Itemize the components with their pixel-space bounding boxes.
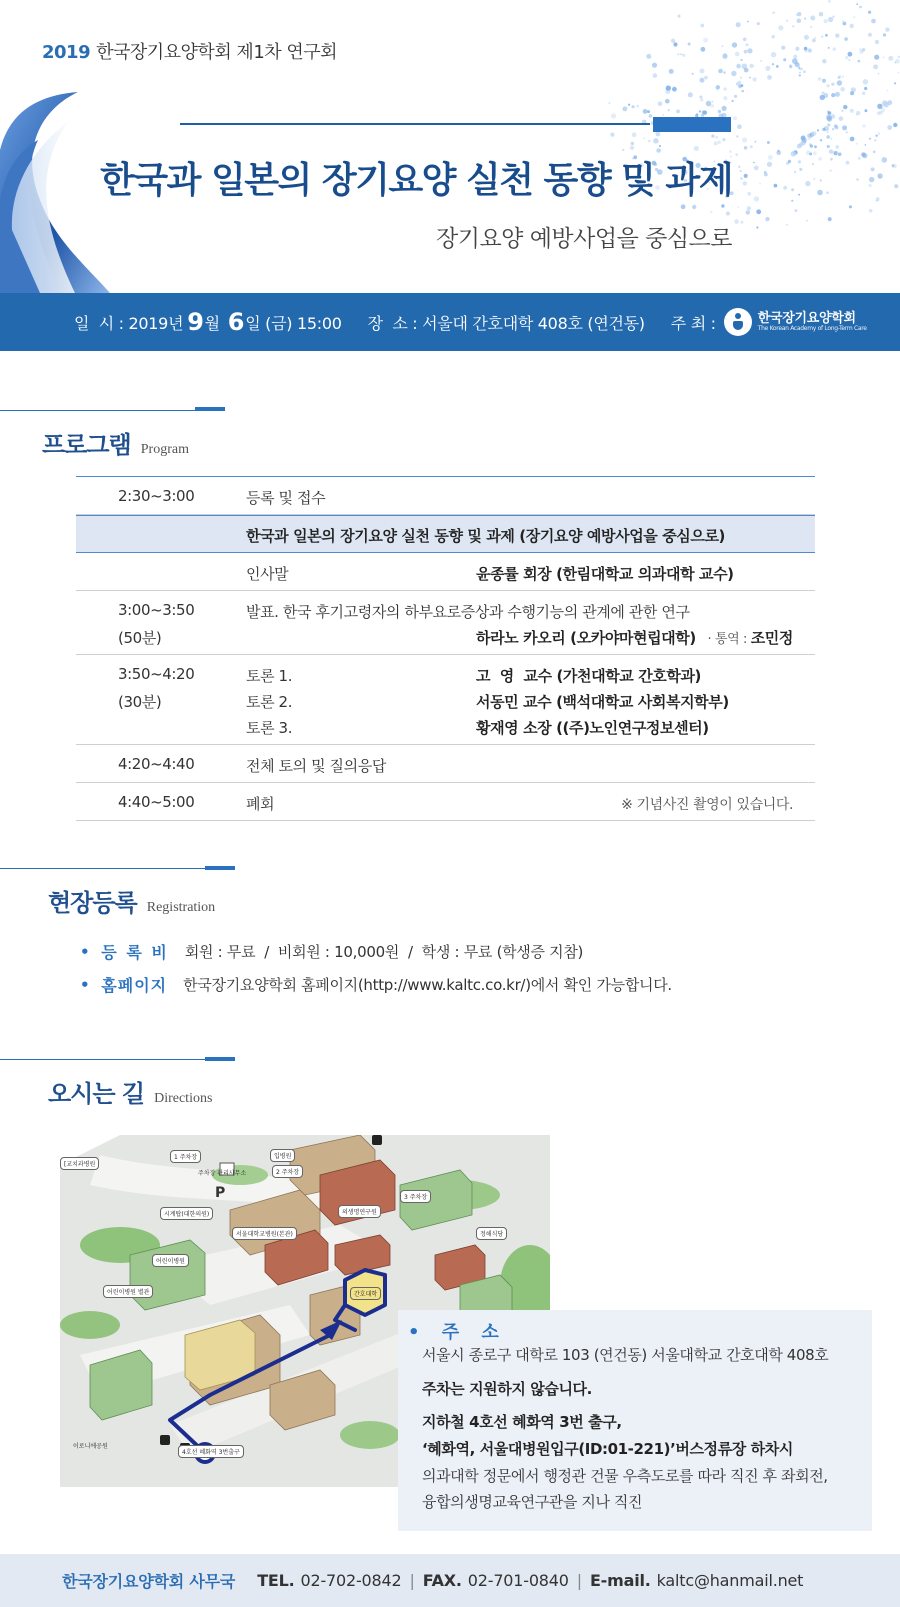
map-label-main-hospital: 서울대학교병원(본관)	[232, 1227, 297, 1240]
bullet-icon: •	[80, 942, 90, 961]
directions-title-en: Directions	[154, 1091, 213, 1106]
email-link[interactable]: kaltc@hanmail.net	[656, 1571, 804, 1590]
row-item: 토론 2.	[246, 693, 293, 711]
address-box	[398, 1310, 872, 1531]
title-accent-bar	[653, 117, 731, 132]
row-speaker: 하라노 카오리 (오카야마현립대학)	[476, 629, 696, 647]
section-rule	[0, 1059, 235, 1060]
host-name-en: The Korean Academy of Long-Term Care	[757, 324, 867, 332]
program-row	[76, 591, 815, 655]
fee-text: 회원 : 무료 / 비회원 : 10,000원 / 학생 : 무료 (학생증 지참)	[184, 943, 584, 961]
homepage-label: 홈페이지	[101, 976, 168, 995]
dot-pattern-decoration	[600, 0, 900, 250]
address-label: • 주 소	[408, 1322, 507, 1343]
registration-heading	[48, 883, 215, 918]
map-label-nursing: 간호대학	[350, 1287, 381, 1300]
map-label-parking3: 3 주차장	[400, 1190, 431, 1203]
footer	[0, 1554, 900, 1607]
map-label-parking-office: 주차장 관리사무소	[198, 1170, 247, 1177]
row-item: 폐회	[246, 795, 275, 813]
row-item: 한국과 일본의 장기요양 실천 동향 및 과제 (장기요양 예방사업을 중심으로)	[246, 527, 726, 545]
map-label-ward: 입병원	[270, 1149, 295, 1162]
row-duration: (30분)	[118, 693, 162, 711]
section-accent	[195, 407, 225, 411]
map-label-children-annex: 어린이병원 별관	[103, 1285, 153, 1298]
program-row	[76, 553, 815, 591]
event-year: 2019	[42, 42, 91, 63]
map-label-research: 의생명연구원	[338, 1205, 381, 1218]
date-rest: 일 (금) 15:00	[245, 313, 342, 333]
row-note: ※ 기념사진 촬영이 있습니다.	[621, 797, 793, 813]
map-label-children: 어린이병원	[152, 1254, 189, 1267]
parking-note: 주차는 지원하지 않습니다.	[422, 1380, 592, 1398]
footer-org: 한국장기요양학회 사무국	[62, 1572, 236, 1591]
row-item: 토론 1.	[246, 667, 293, 685]
program-row	[76, 783, 815, 821]
address-line: 서울시 종로구 대학로 103 (연건동) 서울대학교 간호대학 408호	[422, 1346, 829, 1364]
section-accent	[205, 866, 235, 870]
fax-label: FAX.	[422, 1571, 462, 1590]
academy-logo-icon	[724, 308, 752, 336]
email-label: E-mail.	[589, 1571, 651, 1590]
homepage-line	[80, 973, 672, 996]
fee-line	[80, 940, 583, 963]
row-time: 4:40~5:00	[118, 793, 195, 811]
directions-heading	[48, 1074, 212, 1109]
row-time: 3:00~3:50	[118, 601, 195, 619]
host-name: 한국장기요양학회	[757, 310, 856, 326]
row-time: 4:20~4:40	[118, 755, 195, 773]
section-rule	[0, 868, 235, 869]
date-label: 일 시 : 2019년	[74, 313, 184, 333]
tel-label: TEL.	[257, 1571, 295, 1590]
program-row-highlight	[76, 515, 815, 553]
row-speaker: 윤종률 회장 (한림대학교 의과대학 교수)	[476, 565, 734, 583]
row-time: 2:30~3:00	[118, 487, 195, 505]
map-label-parking2: 2 주차장	[272, 1165, 303, 1178]
row-duration: (50분)	[118, 629, 162, 647]
row-time: 3:50~4:20	[118, 665, 195, 683]
header	[0, 0, 900, 293]
map-label-parking1: 1 주차장	[170, 1150, 201, 1163]
program-title-en: Program	[140, 442, 189, 457]
page-title: 한국과 일본의 장기요양 실천 동향 및 과제	[100, 160, 732, 201]
date-month-unit: 월	[204, 313, 220, 333]
date-month: 9	[187, 308, 204, 336]
interpreter-name: 조민정	[750, 629, 793, 647]
interpreter-label: · 통역 :	[707, 632, 751, 647]
tel-value: 02-702-0842	[300, 1571, 402, 1590]
date-day: 6	[227, 308, 245, 336]
event-label	[42, 38, 337, 64]
host-label: 주 최 :	[670, 313, 716, 333]
map-label-clinic: [교치과병원	[60, 1157, 99, 1170]
fax-value: 02-701-0840	[467, 1571, 569, 1590]
registration-title-en: Registration	[146, 900, 216, 915]
directions-title: 오시는 길	[48, 1079, 145, 1108]
route-line: 의과대학 정문에서 행정관 건물 우측도로를 따라 직진 후 좌회전,	[422, 1467, 828, 1485]
fee-label: 등 록 비	[101, 943, 169, 962]
parking-icon: P	[215, 1185, 226, 1201]
section-accent	[205, 1057, 235, 1061]
homepage-text[interactable]: 한국장기요양학회 홈페이지(http://www.kaltc.co.kr/)에서 확인 가능합니다.	[183, 976, 672, 994]
title-rule	[180, 123, 650, 125]
program-title: 프로그램	[42, 430, 131, 459]
section-rule	[0, 410, 225, 411]
row-item: 토론 3.	[246, 719, 293, 737]
row-item: 등록 및 접수	[246, 489, 326, 507]
event-info-bar	[0, 293, 900, 351]
map-label-clock-tower: 시계탑(대한의원)	[160, 1207, 213, 1220]
program-row	[76, 477, 815, 515]
bus-line: ‘혜화역, 서울대병원입구(ID:01-221)’버스정류장 하차시	[422, 1440, 793, 1458]
row-speaker: 고 영 교수 (가천대학교 간호학과)	[476, 667, 702, 685]
bullet-icon: •	[80, 975, 90, 994]
subway-line: 지하철 4호선 혜화역 3번 출구,	[422, 1413, 622, 1431]
page-subtitle: 장기요양 예방사업을 중심으로	[436, 226, 732, 252]
divider: |	[576, 1571, 582, 1590]
host-logo	[724, 308, 867, 336]
program-table	[76, 476, 815, 821]
registration-title: 현장등록	[48, 888, 137, 917]
route-line: 융합의생명교육연구관을 지나 직진	[422, 1493, 643, 1511]
program-row	[76, 745, 815, 783]
venue: 장 소 : 서울대 간호대학 408호 (연건동)	[367, 313, 645, 333]
row-speaker: 서동민 교수 (백석대학교 사회복지학부)	[476, 693, 729, 711]
row-item: 발표. 한국 후기고령자의 하부요로증상과 수행기능의 관계에 관한 연구	[246, 603, 690, 621]
row-item: 전체 토의 및 질의응답	[246, 757, 386, 775]
map-label-park: 이로니에공원	[73, 1443, 108, 1450]
row-interpreter	[707, 627, 793, 648]
divider: |	[409, 1571, 415, 1590]
row-speaker: 황재영 소장 ((주)노인연구정보센터)	[476, 719, 709, 737]
program-row	[76, 655, 815, 745]
event-name: 한국장기요양학회 제1차 연구회	[96, 42, 338, 63]
map-label-cafeteria: 정해식당	[476, 1227, 507, 1240]
program-heading	[42, 425, 189, 460]
row-item: 인사말	[246, 565, 289, 583]
map-label-exit: 4호선 혜화역 3번출구	[178, 1445, 244, 1458]
